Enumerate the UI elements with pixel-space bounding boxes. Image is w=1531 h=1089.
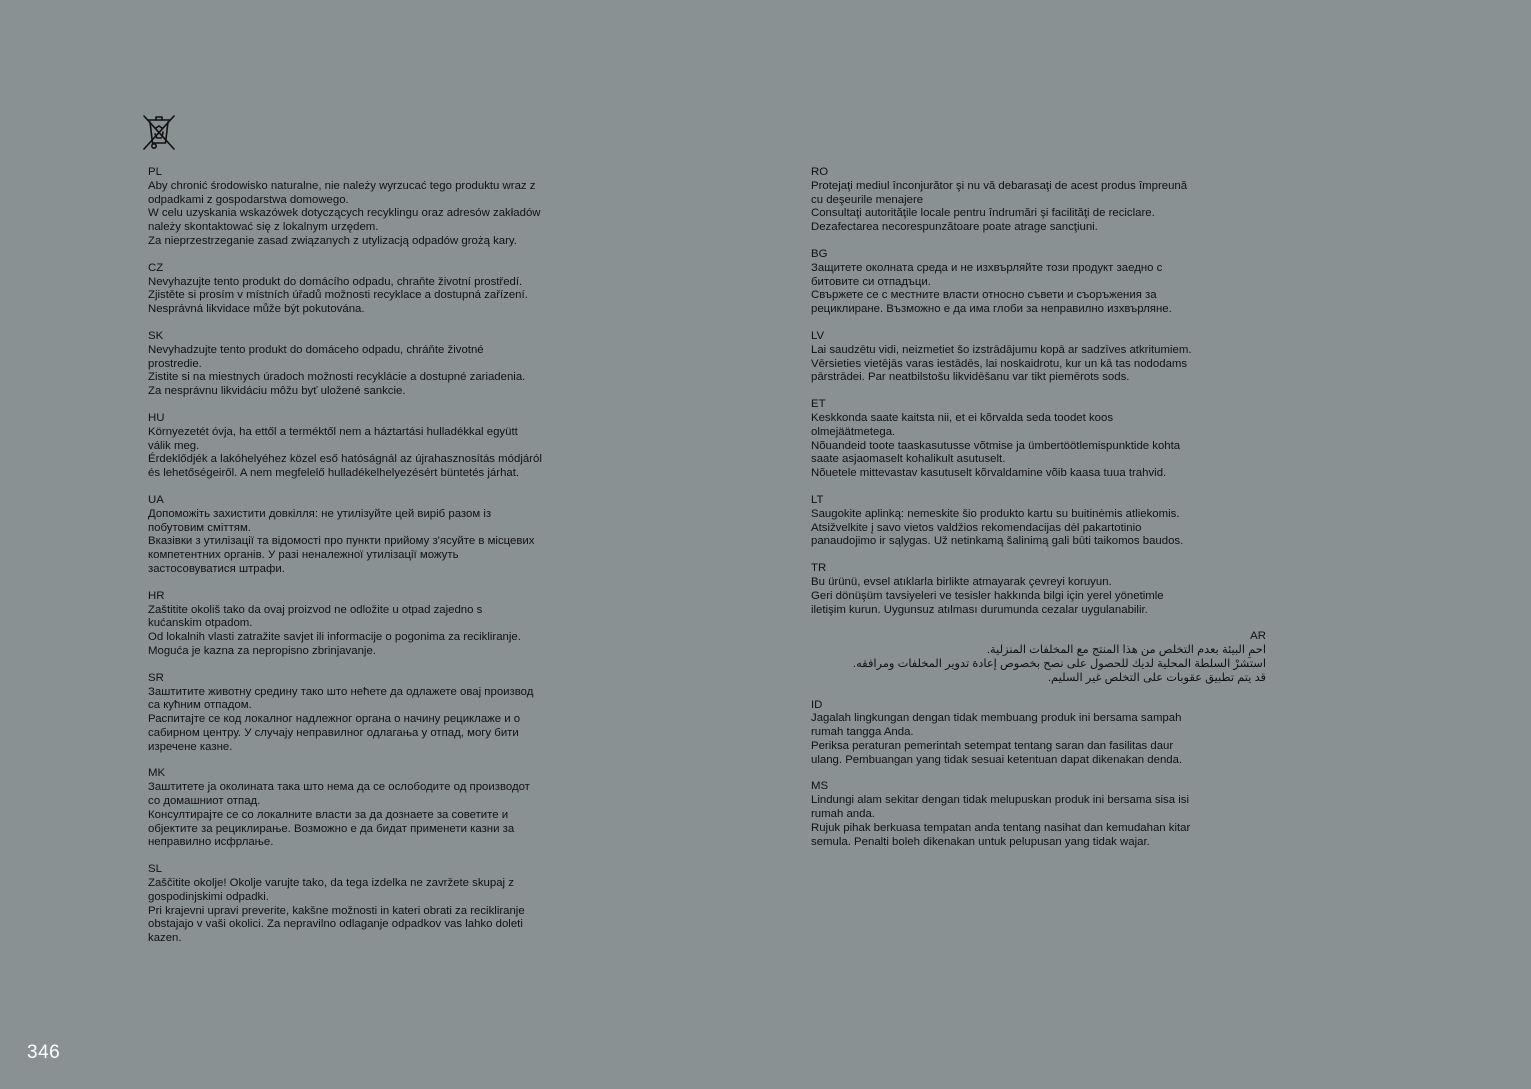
language-block-tr <box>811 562 1266 617</box>
disposal-notice-text: Saugokite aplinką: nemeskite šio produkto kartu su buitinėmis atliekomis. Atsižvelkite į savo vietos valdžios rekomendacijas dėl pakartotinio panaudojimo ir sąlygas. Už netinkamą šalinimą gali būti taikomos baudos. <box>811 507 1184 548</box>
language-block-mk <box>148 767 603 850</box>
language-code: PL <box>148 166 162 178</box>
language-block-hu <box>148 412 603 481</box>
language-code: MK <box>148 767 166 780</box>
language-code: SL <box>148 863 162 876</box>
disposal-notice-text: Защитете околната среда и не изхвърляйте този продукт заедно с битовите си отпадъци. Свържете се с местните власти относно съвети и съоръжения за рециклиране. Възможно е да има глоби за неправилно изхвърляне. <box>811 261 1172 316</box>
language-block-pl <box>148 166 603 249</box>
left-column <box>148 166 603 959</box>
language-code: ID <box>811 698 823 711</box>
crossed-out-wheelie-bin-icon <box>140 112 178 152</box>
disposal-notice-text: Protejaţi mediul înconjurător şi nu vă debarasaţi de acest produs împreună cu deşeurile menajere Consultaţi autorităţile locale pentru îndrumări şi facilităţi de reciclare. Dezafectarea necorespunzătoare poate atrage sancţiuni. <box>811 179 1188 234</box>
language-block-cz <box>148 262 603 317</box>
disposal-notice-text: Zaščitite okolje! Okolje varujte tako, da tega izdelka ne zavržete skupaj z gospodinjskimi odpadki. Pri krajevni upravi preverite, kakšne možnosti in kateri obrati za recikliranje obstajajo v vaši okolici. Za nepravilno odlaganje odpadkov vas lahko doleti kazen. <box>148 877 525 945</box>
disposal-notice-text: Заштитете ја околината така што нема да се ослободите од производот со домашниот отпад. Консултирајте се со локалните власти за да дознаете за советите и објектите за рециклирање. Возможно е да бидат применети казни за неправилно исфрлање. <box>148 781 530 849</box>
language-code: TR <box>811 562 827 575</box>
language-code: RO <box>811 166 829 178</box>
disposal-notice-text: Bu ürünü, evsel atıklarla birlikte atmayarak çevreyi koruyun. Geri dönüşüm tavsiyeleri ve tesisler hakkında bilgi için yerel yönetimle iletişim kurun. Uygunsuz atılması durumunda cezalar uygulanabilir. <box>811 575 1164 616</box>
disposal-notice-text: Keskkonda saate kaitsta nii, et ei kõrvalda seda toodet koos olmejäätmetega. Nõuandeid toote taaskasutusse võtmise ja ümbertöötlemispunktide kohta saate asjaomaselt kohalikult asutuselt. Nõuetele mittevastav kasutuselt kõrvaldamine võib kaasa tuua trahvid. <box>811 411 1181 480</box>
language-block-id <box>811 699 1266 768</box>
language-code: LV <box>811 329 825 342</box>
language-code: HU <box>148 411 165 424</box>
disposal-notice-text: Lindungi alam sekitar dengan tidak melupuskan produk ini bersama sisa isi rumah anda. Rujuk pihak berkuasa tempatan anda tentang nasihat dan kemudahan kitar semula. Penalti boleh dikenakan untuk pelupusan yang tidak wajar. <box>811 794 1191 848</box>
language-block-lv <box>811 330 1266 385</box>
language-code: ET <box>811 398 826 411</box>
language-block-ua <box>148 494 603 577</box>
disposal-notice-text: Заштитите животну средину тако што нећете да одлажете овај производ са кућним отпадом. Распитајте се код локалног надлежног органа о начину рециклаже и о сабирном центру. У случају неправилног одлагања у отпад, могу бити изречене казне. <box>148 685 534 753</box>
disposal-notice-text: Aby chronić środowisko naturalne, nie należy wyrzucać tego produktu wraz z odpadkami z gospodarstwa domowego. W celu uzyskania wskazówek dotyczących recyklingu oraz adresów zakładów należy skontaktować się z lokalnym urzędem. Za nieprzestrzeganie zasad związanych z utylizacją odpadów grożą kary. <box>148 179 541 247</box>
language-code: UA <box>148 493 164 506</box>
language-code: CZ <box>148 261 164 274</box>
disposal-notice-text: احمِ البيئة بعدم التخلص من هذا المنتج مع المخلفات المنزلية. استشرْ السلطة المحلية لديك للحصول على نصح بخصوص إعادة تدوير المخلفات ومرافقه. قد يتم تطبيق عقوبات على التخلص غير السليم. <box>852 644 1266 684</box>
language-block-et <box>811 398 1266 481</box>
language-code: AR <box>1250 630 1266 643</box>
disposal-notice-text: Nevyhadzujte tento produkt do domáceho odpadu, chráňte životné prostredie. Zistite si na miestnych úradoch možnosti recyklácie a dostupné zariadenia. Za nesprávnu likvidáciu môžu byť uložené sankcie. <box>148 343 526 398</box>
language-block-ro <box>811 166 1266 235</box>
language-block-lt <box>811 494 1266 549</box>
language-block-ms <box>811 780 1266 849</box>
disposal-notice-text: Jagalah lingkungan dengan tidak membuang produk ini bersama sampah rumah tangga Anda. Periksa peraturan pemerintah setempat tentang saran dan fasilitas daur ulang. Pembuangan yang tidak sesuai ketentuan dapat dikenakan denda. <box>811 712 1183 766</box>
language-code: MS <box>811 780 829 793</box>
language-code: SK <box>148 329 164 342</box>
language-block-sr <box>148 672 603 755</box>
language-code: SR <box>148 671 164 684</box>
right-column <box>811 166 1266 862</box>
disposal-notice-text: Lai saudzētu vidi, neizmetiet šo izstrādājumu kopā ar sadzīves atkritumiem. Vērsieties vietējās varas iestādēs, lai noskaidrotu, kur un kā tas nododams pārstrādei. Par neatbilstošu likvidēšanu var tikt piemērots sods. <box>811 343 1192 384</box>
language-code: BG <box>811 247 828 260</box>
disposal-notice-text: Zaštitite okoliš tako da ovaj proizvod ne odložite u otpad zajedno s kućanskim otpadom. Od lokalnih vlasti zatražite savjet ili informacije o pogonima za recikliranje. Moguća je kazna za nepropisno zbrinjavanje. <box>148 603 521 657</box>
language-block-sk <box>148 330 603 399</box>
language-code: HR <box>148 589 165 602</box>
language-block-hr <box>148 590 603 659</box>
language-block-sl <box>148 863 603 946</box>
page-number: 346 <box>27 1042 61 1063</box>
disposal-notice-text: Допоможіть захистити довкілля: не утилізуйте цей виріб разом із побутовим сміттям. Вказівки з утилізації та відомості про пункти прийому з'ясуйте в місцевих компетентних органів. У разі неналежної утилізації можуть застосовуватися штрафи. <box>148 507 535 575</box>
disposal-notice-text: Környezetét óvja, ha ettől a terméktől nem a háztartási hulladékkal együtt válik meg. Érdeklődjék a lakóhelyéhez közel eső hatóságnál az újrahasznosítás módjáról és lehetőségeiről. A nem megfelelő hulladékelhelyezésért büntetés járhat. <box>148 425 542 480</box>
language-block-bg <box>811 248 1266 317</box>
disposal-notice-text: Nevyhazujte tento produkt do domácího odpadu, chraňte životní prostředí. Zjistěte si prosím v místních úřadů možnosti recyklace a dostupná zařízení. Nesprávná likvidace může být pokutována. <box>148 275 528 316</box>
language-block-ar <box>811 630 1266 685</box>
language-code: LT <box>811 493 824 506</box>
